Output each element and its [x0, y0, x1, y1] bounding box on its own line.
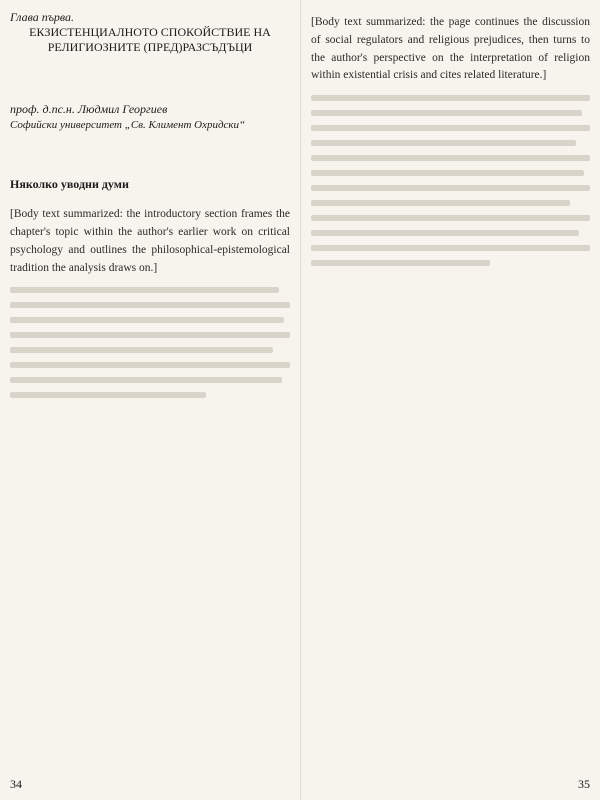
chapter-title: ЕКЗИСТЕНЦИАЛНОТО СПОКОЙСТВИЕ НА РЕЛИГИОЗНИТЕ (ПРЕД)РАЗСЪДЪЦИ [29, 25, 271, 54]
page-number-right: 35 [578, 777, 590, 791]
author-name: проф. д.пс.н. Людмил Георгиев [10, 102, 168, 116]
body-text-placeholder-right [311, 95, 590, 266]
page-number-left: 34 [10, 777, 22, 791]
author-affiliation: Софийски университет „Св. Климент Охридски“ [10, 118, 246, 131]
chapter-heading [10, 10, 290, 55]
body-summary-right: [Body text summarized: the page continues the discussion of social regulators and religious prejudices, then turns to the author's perspective on the interpretation of religion within existential crisis and cites related literature.] [311, 16, 590, 82]
right-page [300, 0, 600, 800]
body-summary-left: [Body text summarized: the introductory section frames the chapter's topic within the author's earlier work on critical psychology and outlines the philosophical-epistemological tradition the analysis draws on.] [10, 208, 290, 274]
section-heading: Няколко уводни думи [10, 177, 129, 192]
part-label: Глава първа. [10, 10, 75, 24]
body-text-placeholder-left [10, 287, 290, 398]
byline [10, 101, 290, 133]
